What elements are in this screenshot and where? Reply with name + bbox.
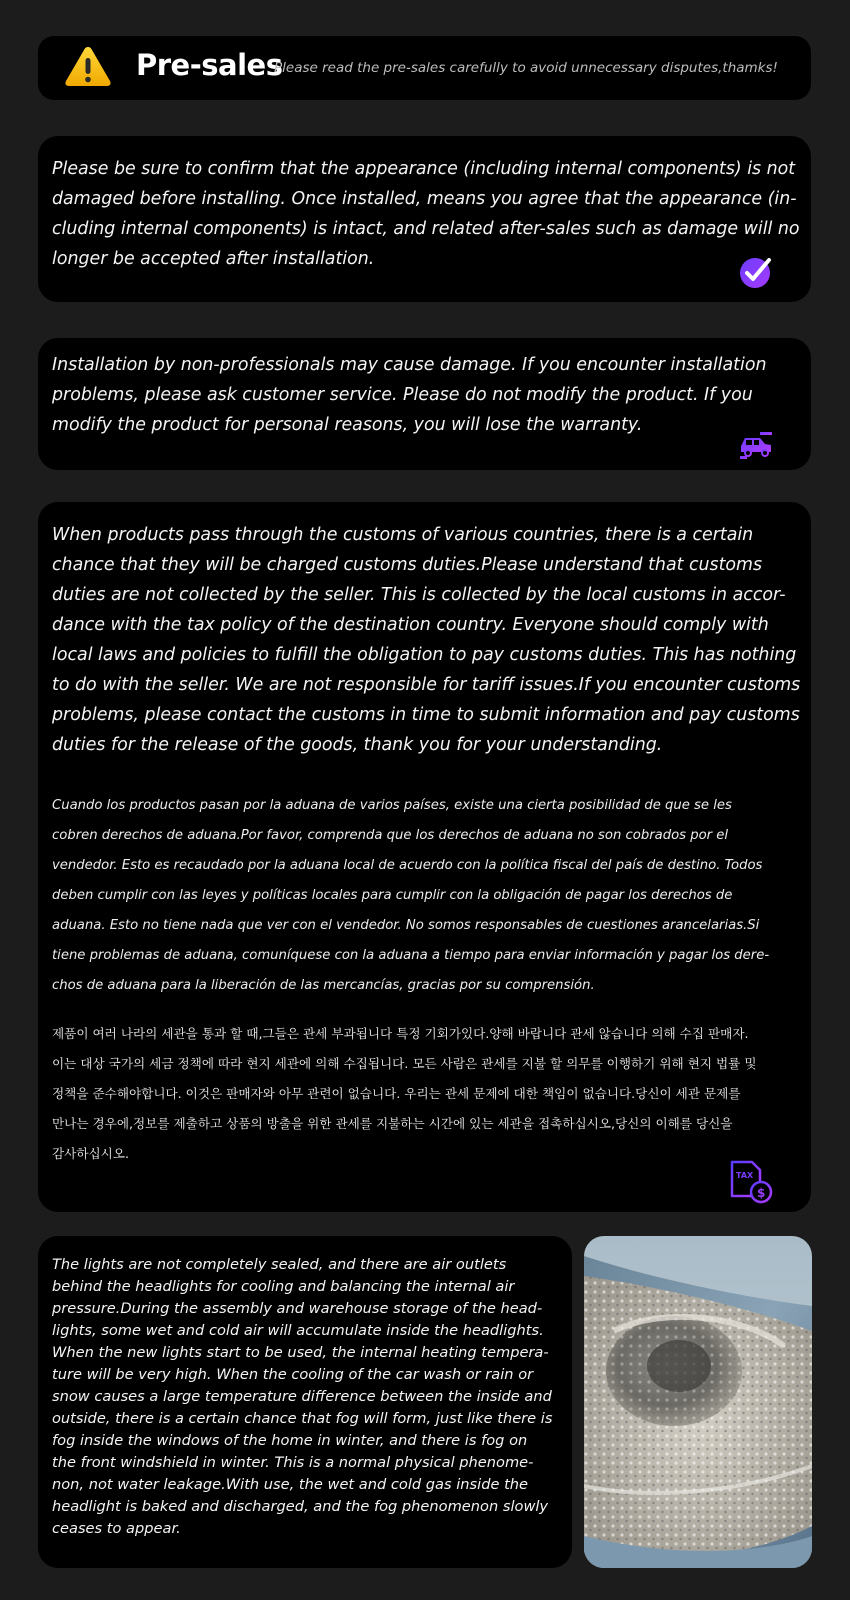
text-line: duties for the release of the goods, thank you for your understanding. — [52, 735, 663, 755]
text-line: Installation by non-professionals may cause damage. If you encounter installation — [52, 355, 767, 375]
text-line: aduana. Esto no tiene nada que ver con el vendedor. No somos responsables de cuestiones arancelarias.Si — [52, 918, 760, 933]
text-line: Cuando los productos pasan por la aduana de varios países, existe una cierta posibilidad de que se les — [52, 798, 732, 813]
car-repair-icon — [738, 430, 774, 460]
text-line: cobren derechos de aduana.Por favor, comprenda que los derechos de aduana no son cobrados por el — [52, 828, 729, 843]
headlight-illustration — [584, 1236, 812, 1568]
customs-notice — [38, 502, 811, 1212]
text-line: non, not water leakage.With use, the wet and cold gas inside the — [52, 1476, 529, 1493]
text-line: tiene problemas de aduana, comuníquese con la aduana a tiempo para enviar información y pagar los dere- — [52, 948, 770, 963]
text-line: headlight is baked and discharged, and the fog phenomenon slowly — [52, 1498, 549, 1515]
text-line: deben cumplir con las leyes y políticas locales para cumplir con la obligación de pagar los derechos de — [52, 888, 733, 903]
text-line: 정책을 준수해야합니다. 이것은 판매자와 아무 관련이 없습니다. 우리는 관세 문제에 대한 책임이 없습니다.당신이 세관 문제를 — [52, 1086, 741, 1101]
text-line: longer be accepted after installation. — [52, 249, 375, 269]
text-line: to do with the seller. We are not responsible for tariff issues.If you encounter customs — [52, 675, 801, 695]
text-line: cluding internal components) is intact, and related after-sales such as damage will no — [52, 219, 800, 239]
customs-spanish-text — [52, 791, 803, 1001]
page-subtitle: Please read the pre-sales carefully to avoid unnecessary disputes,thamks! — [274, 60, 778, 76]
text-line: 제품이 여러 나라의 세관을 통과 할 때,그들은 관세 부과됩니다 특정 기회가있다.양해 바랍니다 관세 않습니다 의해 수집 판매자. — [52, 1026, 749, 1041]
text-line: duties are not collected by the seller. This is collected by the local customs in accor- — [52, 585, 786, 605]
customs-korean-text — [52, 1019, 803, 1169]
check-badge-icon — [738, 254, 774, 290]
installation-notice-text — [52, 350, 803, 440]
fog-notice — [38, 1236, 572, 1568]
text-line: Please be sure to confirm that the appearance (including internal components) is not — [52, 159, 796, 179]
text-line: problems, please ask customer service. Please do not modify the product. If you — [52, 385, 753, 405]
text-line: snow causes a large temperature difference between the inside and — [52, 1388, 552, 1405]
text-line: problems, please contact the customs in time to submit information and pay customs — [52, 705, 800, 725]
warning-icon — [64, 44, 112, 88]
customs-english-text — [52, 520, 803, 760]
text-line: 이는 대상 국가의 세금 정책에 따라 현지 세관에 의해 수집됩니다. 모든 사람은 관세를 지불 할 의무를 이행하기 위해 현지 법률 및 — [52, 1056, 757, 1071]
fog-notice-text — [52, 1254, 566, 1540]
text-line: The lights are not completely sealed, and there are air outlets — [52, 1256, 507, 1273]
text-line: local laws and policies to fulfill the obligation to pay customs duties. This has nothing — [52, 645, 797, 665]
svg-text:$: $ — [757, 1186, 766, 1200]
tax-icon-label: TAX — [736, 1171, 754, 1180]
text-line: fog inside the windows of the home in winter, and there is fog on — [52, 1432, 528, 1449]
text-line: 감사하십시오. — [52, 1146, 129, 1161]
text-line: chos de aduana para la liberación de las mercancías, gracias por su comprensión. — [52, 978, 595, 993]
text-line: When the new lights start to be used, the internal heating tempera- — [52, 1344, 549, 1361]
tax-document-icon — [728, 1160, 774, 1204]
text-line: ture will be very high. When the cooling of the car wash or rain or — [52, 1366, 534, 1383]
presales-header — [38, 36, 811, 100]
text-line: modify the product for personal reasons, you will lose the warranty. — [52, 415, 643, 435]
appearance-notice-text — [52, 154, 803, 274]
text-line: behind the headlights for cooling and balancing the internal air — [52, 1278, 515, 1295]
text-line: 만나는 경우에,정보를 제출하고 상품의 방출을 위한 관세를 지불하는 시간에 있는 세관을 접촉하십시오,당신의 이해를 당신을 — [52, 1116, 733, 1131]
page-title: Pre-sales — [136, 48, 283, 82]
text-line: pressure.During the assembly and warehouse storage of the head- — [52, 1300, 543, 1317]
text-line: vendedor. Esto es recaudado por la aduana local de acuerdo con la política fiscal del país de destino. Todos — [52, 858, 763, 873]
text-line: outside, there is a certain chance that fog will form, just like there is — [52, 1410, 553, 1427]
text-line: ceases to appear. — [52, 1520, 181, 1537]
headlight-fog-photo — [584, 1236, 812, 1568]
text-line: dance with the tax policy of the destination country. Everyone should comply with — [52, 615, 769, 635]
appearance-notice — [38, 136, 811, 302]
installation-notice — [38, 338, 811, 470]
text-line: chance that they will be charged customs duties.Please understand that customs — [52, 555, 763, 575]
text-line: damaged before installing. Once installed, means you agree that the appearance (in- — [52, 189, 797, 209]
text-line: When products pass through the customs of various countries, there is a certain — [52, 525, 754, 545]
text-line: lights, some wet and cold air will accumulate inside the headlights. — [52, 1322, 544, 1339]
text-line: the front windshield in winter. This is a normal physical phenome- — [52, 1454, 534, 1471]
